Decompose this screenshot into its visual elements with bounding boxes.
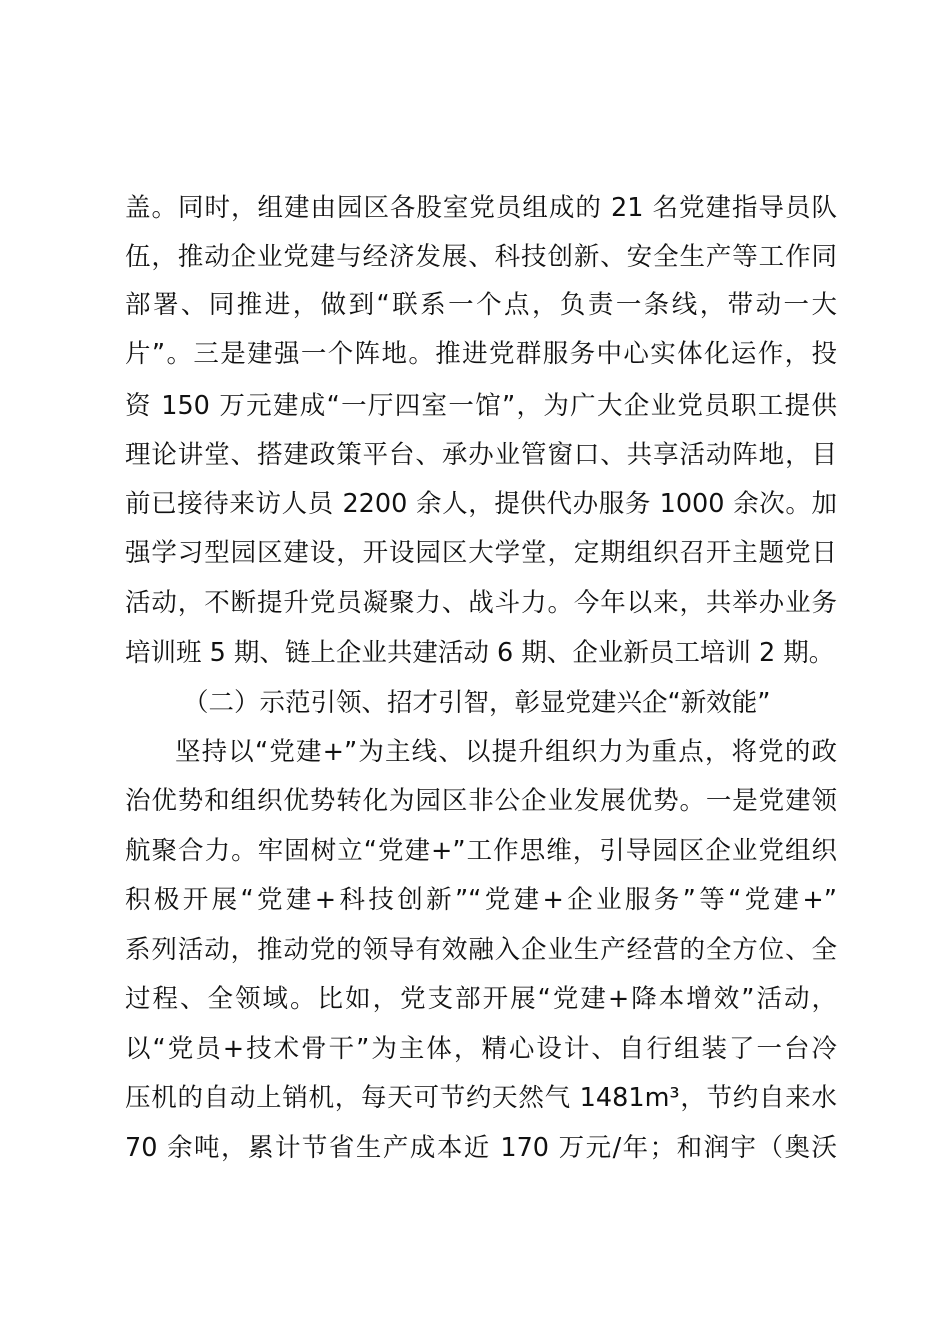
paragraph-1-line: 部署、同推进，做到“联系一个点，负责一条线，带动一大 [125, 290, 837, 320]
paragraph-1-line: 片”。三是建强一个阵地。推进党群服务中心实体化运作，投 [125, 339, 837, 369]
paragraph-2-line: 系列活动，推动党的领导有效融入企业生产经营的全方位、全 [125, 935, 837, 965]
paragraph-1-line: 活动，不断提升党员凝聚力、战斗力。今年以来，共举办业务 [125, 588, 837, 618]
paragraph-2-line: 70 余吨，累计节省生产成本近 170 万元/年；和润宇（奥沃 [125, 1133, 837, 1163]
paragraph-1-line: 培训班 5 期、链上企业共建活动 6 期、企业新员工培训 2 期。 [125, 638, 835, 668]
paragraph-1-line: 强学习型园区建设，开设园区大学堂，定期组织召开主题党日 [125, 538, 837, 568]
paragraph-1-line: 资 150 万元建成“一厅四室一馆”，为广大企业党员职工提供 [125, 391, 837, 421]
paragraph-2-line: 以“党员+技术骨干”为主体，精心设计、自行组装了一台冷 [125, 1034, 837, 1064]
paragraph-2-line: 压机的自动上销机，每天可节约天然气 1481m³，节约自来水 [125, 1083, 837, 1113]
paragraph-1-line: 伍，推动企业党建与经济发展、科技创新、安全生产等工作同 [125, 242, 837, 272]
section-heading: （二）示范引领、招才引智，彰显党建兴企“新效能” [183, 688, 771, 718]
paragraph-2-line: 治优势和组织优势转化为园区非公企业发展优势。一是党建领 [125, 786, 837, 816]
paragraph-1-line: 理论讲堂、搭建政策平台、承办业管窗口、共享活动阵地，目 [125, 440, 837, 470]
paragraph-1-line: 前已接待来访人员 2200 余人，提供代办服务 1000 余次。加 [125, 489, 837, 519]
paragraph-1-line: 盖。同时，组建由园区各股室党员组成的 21 名党建指导员队 [125, 193, 837, 223]
paragraph-2-line: 航聚合力。牢固树立“党建+”工作思维，引导园区企业党组织 [125, 836, 837, 866]
paragraph-2-line: 坚持以“党建+”为主线、以提升组织力为重点，将党的政 [175, 737, 837, 767]
paragraph-2-line: 过程、全领域。比如，党支部开展“党建+降本增效”活动， [125, 984, 837, 1014]
paragraph-2-line: 积极开展“党建+科技创新”“党建+企业服务”等“党建+” [125, 885, 837, 915]
